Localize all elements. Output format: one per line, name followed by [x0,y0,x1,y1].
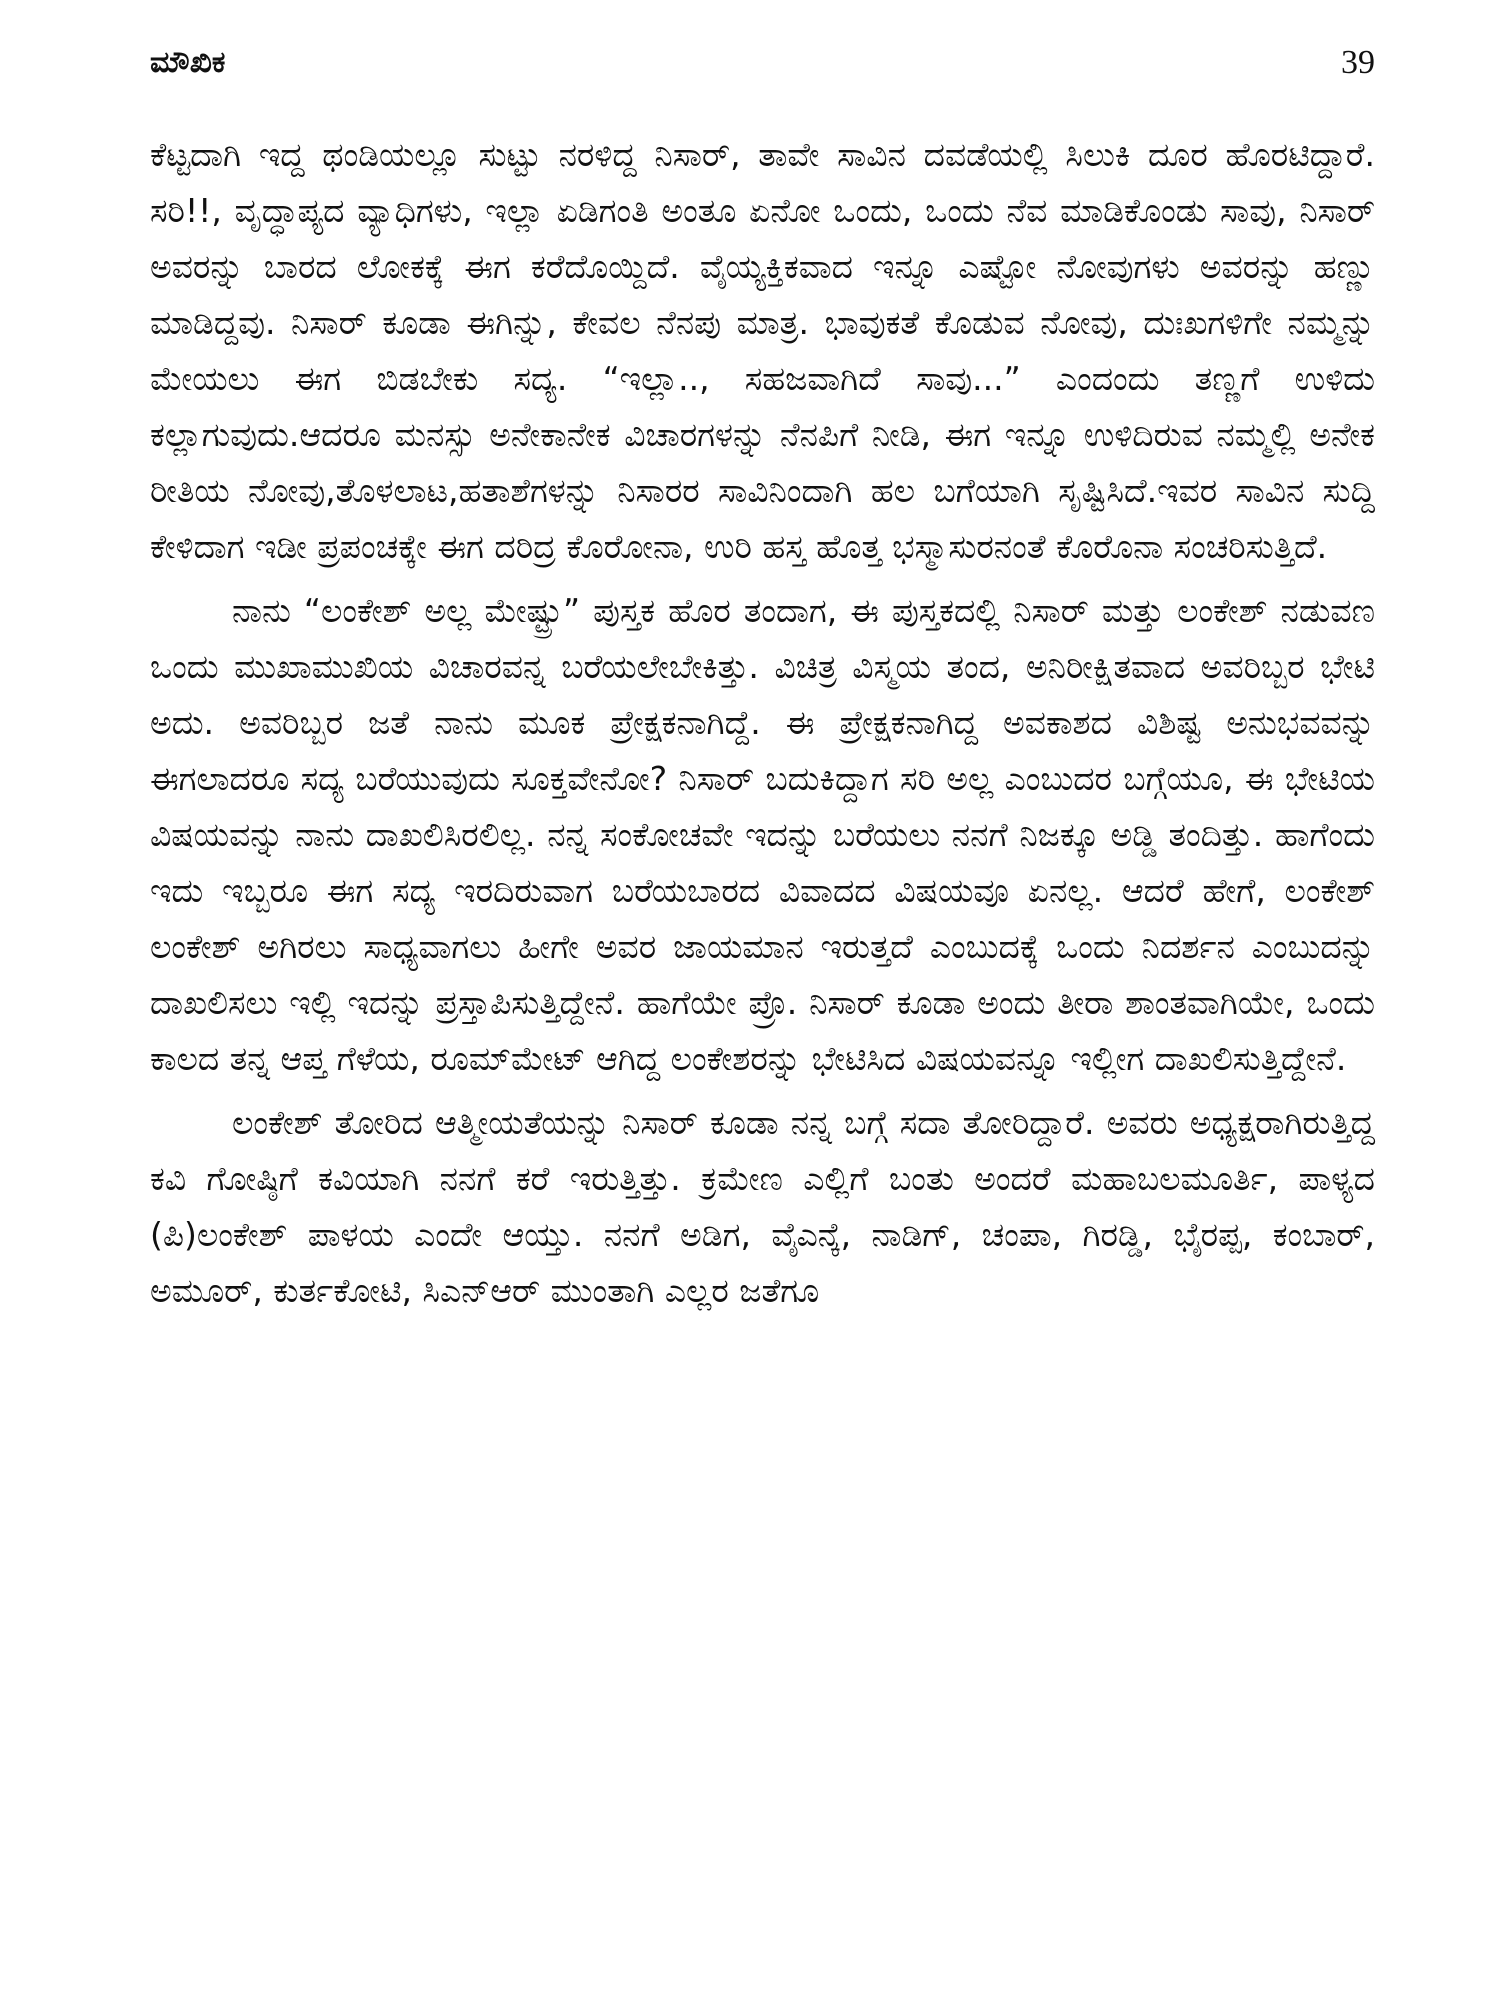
paragraph-1: ಕೆಟ್ಟದಾಗಿ ಇದ್ದ ಥಂಡಿಯಲ್ಲೂ ಸುಟ್ಟು ನರಳಿದ್ದ ನಿಸಾರ್, ತಾವೇ ಸಾವಿನ ದವಡೆಯಲ್ಲಿ ಸಿಲುಕಿ ದೂರ ಹೊರಟಿದ್ದಾರೆ. ಸರಿ!!, ವೃದ್ಧಾಪ್ಯದ ವ್ಯಾಧಿಗಳು, ಇಲ್ಲಾ ಏಡಿಗಂತಿ ಅಂತೂ ಏನೋ ಒಂದು, ಒಂದು ನೆವ ಮಾಡಿಕೊಂಡು ಸಾವು, ನಿಸಾರ್ ಅವರನ್ನು ಬಾರದ ಲೋಕಕ್ಕೆ ಈಗ ಕರೆದೊಯ್ದಿದೆ. ವೈಯ್ಯಕ್ತಿಕವಾದ ಇನ್ನೂ ಎಷ್ಟೋ ನೋವುಗಳು ಅವರನ್ನು ಹಣ್ಣು ಮಾಡಿದ್ದವು. ನಿಸಾರ್ ಕೂಡಾ ಈಗಿನ್ನು, ಕೇವಲ ನೆನಪು ಮಾತ್ರ. ಭಾವುಕತೆ ಕೊಡುವ ನೋವು, ದುಃಖಗಳಿಗೇ ನಮ್ಮನ್ನು ಮೇಯಲು ಈಗ ಬಿಡಬೇಕು ಸದ್ಯ. “ಇಲ್ಲಾ.., ಸಹಜವಾಗಿದೆ ಸಾವು...” ಎಂದಂದು ತಣ್ಣಗೆ ಉಳಿದು ಕಲ್ಲಾಗುವುದು.ಆದರೂ ಮನಸ್ಸು ಅನೇಕಾನೇಕ ವಿಚಾರಗಳನ್ನು ನೆನಪಿಗೆ ನೀಡಿ, ಈಗ ಇನ್ನೂ ಉಳಿದಿರುವ ನಮ್ಮಲ್ಲಿ ಅನೇಕ ರೀತಿಯ ನೋವು,ತೊಳಲಾಟ,ಹತಾಶೆಗಳನ್ನು ನಿಸಾರರ ಸಾವಿನಿಂದಾಗಿ ಹಲ ಬಗೆಯಾಗಿ ಸೃಷ್ಟಿಸಿದೆ.ಇವರ ಸಾವಿನ ಸುದ್ದಿ ಕೇಳಿದಾಗ ಇಡೀ ಪ್ರಪಂಚಕ್ಕೇ ಈಗ ದರಿದ್ರ ಕೊರೋನಾ, ಉರಿ ಹಸ್ತ ಹೊತ್ತ ಭಸ್ಮಾಸುರನಂತೆ ಕೊರೊನಾ ಸಂಚರಿಸುತ್ತಿದೆ. [150,135,1375,566]
body-text [150,127,1375,1319]
page-number: 39 [1341,44,1375,81]
running-header [150,38,1375,88]
paragraph-3: ಲಂಕೇಶ್ ತೋರಿದ ಆತ್ಮೀಯತೆಯನ್ನು ನಿಸಾರ್ ಕೂಡಾ ನನ್ನ ಬಗ್ಗೆ ಸದಾ ತೋರಿದ್ದಾರೆ. ಅವರು ಅಧ್ಯಕ್ಷರಾಗಿರುತ್ತಿದ್ದ ಕವಿ ಗೋಷ್ಠಿಗೆ ಕವಿಯಾಗಿ ನನಗೆ ಕರೆ ಇರುತ್ತಿತ್ತು. ಕ್ರಮೇಣ ಎಲ್ಲಿಗೆ ಬಂತು ಅಂದರೆ ಮಹಾಬಲಮೂರ್ತಿ, ಪಾಳ್ಯದ (ಪಿ)ಲಂಕೇಶ್ ಪಾಳಯ ಎಂದೇ ಆಯ್ತು. ನನಗೆ ಅಡಿಗ, ವೈಎನ್ಕೆ, ನಾಡಿಗ್, ಚಂಪಾ, ಗಿರಡ್ಡಿ, ಭೈರಪ್ಪ, ಕಂಬಾರ್, ಅಮೂರ್, ಕುರ್ತಕೋಟಿ, ಸಿಎನ್ಆರ್ ಮುಂತಾಗಿ ಎಲ್ಲರ ಜತೆಗೂ [150,1103,1375,1310]
paragraph-2: ನಾನು “ಲಂಕೇಶ್ ಅಲ್ಲ ಮೇಷ್ಟ್ರು” ಪುಸ್ತಕ ಹೊರ ತಂದಾಗ, ಈ ಪುಸ್ತಕದಲ್ಲಿ ನಿಸಾರ್ ಮತ್ತು ಲಂಕೇಶ್ ನಡುವಣ ಒಂದು ಮುಖಾಮುಖಿಯ ವಿಚಾರವನ್ನ ಬರೆಯಲೇಬೇಕಿತ್ತು. ವಿಚಿತ್ರ ವಿಸ್ಮಯ ತಂದ, ಅನಿರೀಕ್ಷಿತವಾದ ಅವರಿಬ್ಬರ ಭೇಟಿ ಅದು. ಅವರಿಬ್ಬರ ಜತೆ ನಾನು ಮೂಕ ಪ್ರೇಕ್ಷಕನಾಗಿದ್ದೆ. ಈ ಪ್ರೇಕ್ಷಕನಾಗಿದ್ದ ಅವಕಾಶದ ವಿಶಿಷ್ಟ ಅನುಭವವನ್ನು ಈಗಲಾದರೂ ಸದ್ಯ ಬರೆಯುವುದು ಸೂಕ್ತವೇನೋ? ನಿಸಾರ್ ಬದುಕಿದ್ದಾಗ ಸರಿ ಅಲ್ಲ ಎಂಬುದರ ಬಗ್ಗೆಯೂ, ಈ ಭೇಟಿಯ ವಿಷಯವನ್ನು ನಾನು ದಾಖಲಿಸಿರಲಿಲ್ಲ. ನನ್ನ ಸಂಕೋಚವೇ ಇದನ್ನು ಬರೆಯಲು ನನಗೆ ನಿಜಕ್ಕೂ ಅಡ್ಡಿ ತಂದಿತ್ತು. ಹಾಗೆಂದು ಇದು ಇಬ್ಬರೂ ಈಗ ಸದ್ಯ ಇರದಿರುವಾಗ ಬರೆಯಬಾರದ ವಿವಾದದ ವಿಷಯವೂ ಏನಲ್ಲ. ಆದರೆ ಹೇಗೆ, ಲಂಕೇಶ್ ಲಂಕೇಶ್ ಅಗಿರಲು ಸಾಧ್ಯವಾಗಲು ಹೀಗೇ ಅವರ ಜಾಯಮಾನ ಇರುತ್ತದೆ ಎಂಬುದಕ್ಕೆ ಒಂದು ನಿದರ್ಶನ ಎಂಬುದನ್ನು ದಾಖಲಿಸಲು ಇಲ್ಲಿ ಇದನ್ನು ಪ್ರಸ್ತಾಪಿಸುತ್ತಿದ್ದೇನೆ. ಹಾಗೆಯೇ ಪ್ರೊ. ನಿಸಾರ್ ಕೂಡಾ ಅಂದು ತೀರಾ ಶಾಂತವಾಗಿಯೇ, ಒಂದು ಕಾಲದ ತನ್ನ ಆಪ್ತ ಗೆಳೆಯ, ರೂಮ್‌ಮೇಟ್ ಆಗಿದ್ದ ಲಂಕೇಶರನ್ನು ಭೇಟಿಸಿದ ವಿಷಯವನ್ನೂ ಇಲ್ಲೀಗ ದಾಖಲಿಸುತ್ತಿದ್ದೇನೆ. [150,591,1375,1078]
book-title: ಮೌಖಿಕ [150,45,226,80]
